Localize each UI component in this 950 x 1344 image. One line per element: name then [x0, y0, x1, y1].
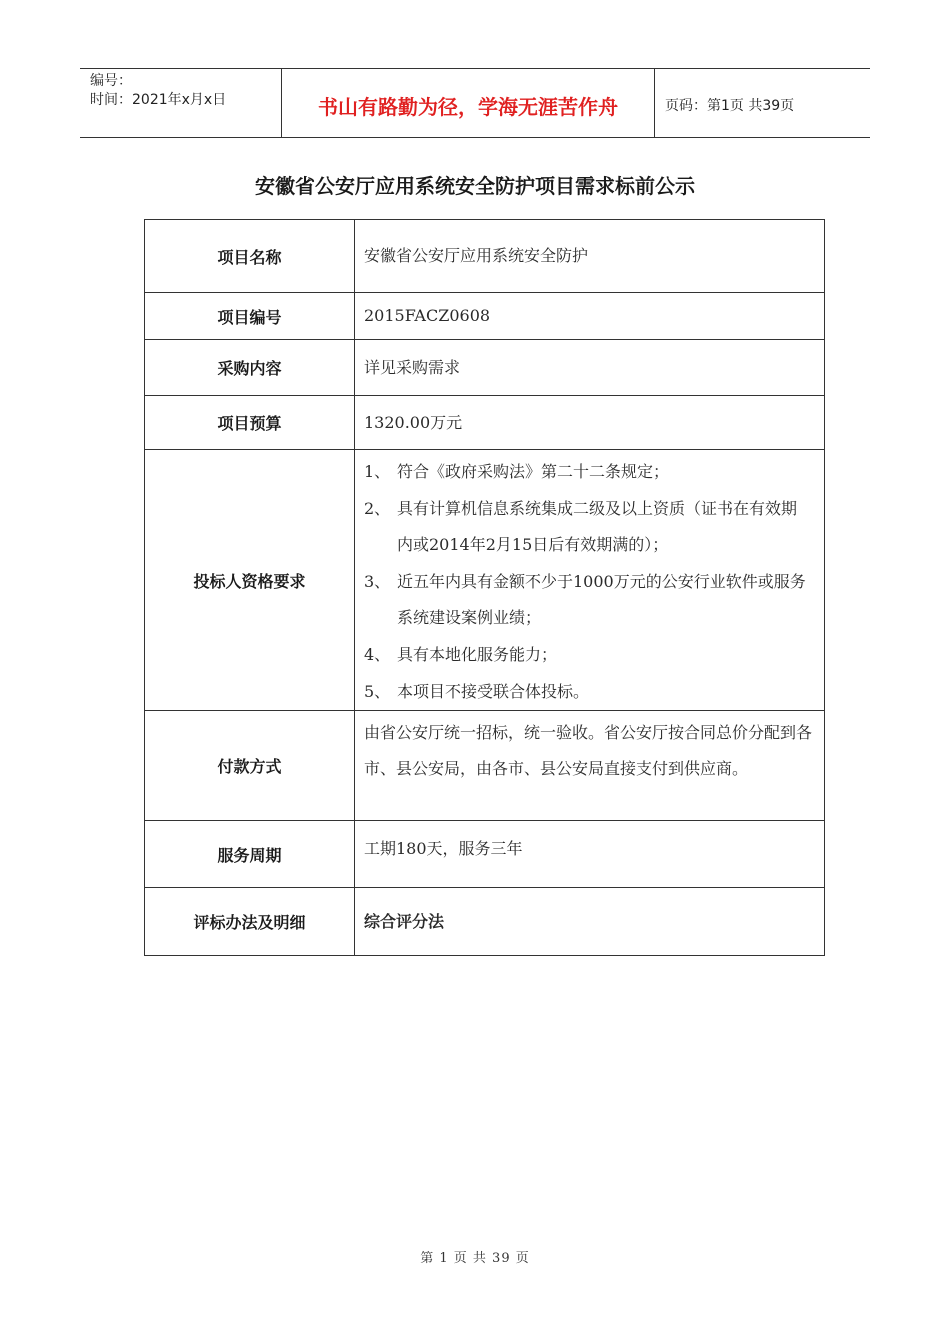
document-header [80, 68, 870, 138]
table-row [145, 711, 825, 821]
qualification-item: 1、 符合《政府采购法》第二十二条规定； [364, 462, 670, 481]
table-row [145, 396, 825, 450]
evaluation-label: 评标办法及明细 [145, 888, 355, 956]
procurement-value: 详见采购需求 [355, 340, 825, 396]
evaluation-value: 综合评分法 [355, 888, 825, 956]
payment-label: 付款方式 [145, 711, 355, 821]
qualification-list [355, 450, 825, 711]
header-meta [80, 69, 282, 137]
budget-label: 项目预算 [145, 396, 355, 450]
project-name-value: 安徽省公安厅应用系统安全防护 [355, 220, 825, 293]
project-no-value: 2015FACZ0608 [355, 293, 825, 340]
table-row [145, 293, 825, 340]
table-row [145, 450, 825, 711]
header-page-info: 页码：第1页 共39页 [665, 98, 795, 114]
payment-value: 由省公安厅统一招标，统一验收。省公安厅按合同总价分配到各市、县公安局，由各市、县公安局直接支付到供应商。 [355, 711, 825, 821]
header-motto: 书山有路勤为径，学海无涯苦作舟 [282, 69, 655, 137]
qualification-item: 4、 具有本地化服务能力； [364, 644, 558, 664]
service-value: 工期180天，服务三年 [355, 821, 825, 888]
qualification-item: 3、 近五年内具有金额不少于1000万元的公安行业软件或服务系统建设案例业绩； [364, 571, 806, 628]
project-info-table [144, 219, 825, 956]
header-time: 时间：2021年x月x日 [90, 92, 227, 108]
project-no-label: 项目编号 [145, 293, 355, 340]
table-row [145, 220, 825, 293]
qualification-item: 5、 本项目不接受联合体投标。 [364, 681, 590, 701]
document-title: 安徽省公安厅应用系统安全防护项目需求标前公示 [255, 174, 695, 198]
table-row [145, 340, 825, 396]
budget-value: 1320.00万元 [355, 396, 825, 450]
page-footer: 第 1 页 共 39 页 [420, 1251, 530, 1266]
header-number: 编号： [90, 73, 132, 89]
table-row [145, 821, 825, 888]
procurement-label: 采购内容 [145, 340, 355, 396]
qualification-item: 2、 具有计算机信息系统集成二级及以上资质（证书在有效期内或2014年2月15日后有效期满的）； [364, 498, 798, 555]
project-name-label: 项目名称 [145, 220, 355, 293]
qualification-label: 投标人资格要求 [145, 450, 355, 711]
table-row [145, 888, 825, 956]
service-label: 服务周期 [145, 821, 355, 888]
